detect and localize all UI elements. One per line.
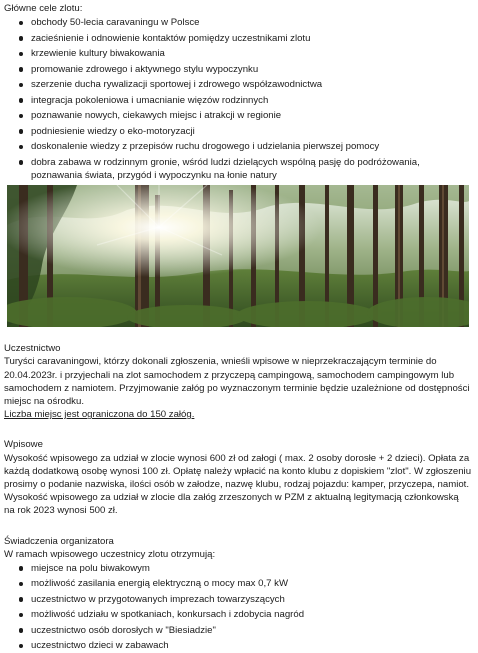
list-item: integracja pokoleniowa i umacnianie więzów rodzinnych [17, 94, 472, 107]
forest-photo [7, 185, 469, 327]
goals-list [4, 16, 472, 182]
list-item: uczestnictwo w przygotowanych imprezach towarzyszących [17, 593, 472, 606]
services-intro: W ramach wpisowego uczestnicy zlotu otrzymują: [4, 548, 216, 560]
fee-text: Wysokość wpisowego za udział w zlocie wynosi 600 zł od załogi ( max. 2 osoby dorosłe + 2 dzieci). Opłata za każdą dodatkową osobę wynosi 100 zł. Opłatę należy wpłacić na konto klubu z dopiskiem "zlot". W zgłoszeniu prosimy o podanie nazwiska, ilości osób w załodze, nazwę klubu, rodzaj pojazdu: kamper, przyczepa, namiot. Wysokość wpisowego za udział w zlocie dla załóg zrzeszonych w PZM z aktualną legitymacją członkowską na rok 2023 wynosi 500 zł. [4, 452, 472, 517]
services-heading: Świadczenia organizatora [4, 535, 114, 547]
list-item: uczestnictwo osób dorosłych w "Biesiadzie" [17, 624, 472, 637]
document-page [0, 2, 478, 652]
list-item: możliwość udziału w spotkaniach, konkursach i zdobycia nagród [17, 608, 472, 621]
goals-heading: Główne cele zlotu: [4, 3, 83, 14]
list-item: możliwość zasilania energią elektryczną o mocy max 0,7 kW [17, 577, 472, 590]
fee-heading: Wpisowe [4, 439, 43, 451]
participation-limit: Liczba miejsc jest ograniczona do 150 załóg. [4, 409, 195, 421]
list-item: miejsce na polu biwakowym [17, 562, 472, 575]
list-item: dobra zabawa w rodzinnym gronie, wśród ludzi dzielących wspólną pasję do podróżowania, poznawania świata, przygód i wypoczynku na łonie natury [17, 156, 472, 182]
list-item: uczestnictwo dzieci w zabawach [17, 639, 472, 652]
services-list [4, 562, 472, 653]
list-item: krzewienie kultury biwakowania [17, 47, 472, 60]
list-item: promowanie zdrowego i aktywnego stylu wypoczynku [17, 63, 472, 76]
list-item: podniesienie wiedzy o eko-motoryzacji [17, 125, 472, 138]
list-item: poznawanie nowych, ciekawych miejsc i atrakcji w regionie [17, 109, 472, 122]
list-item: zacieśnienie i odnowienie kontaktów pomiędzy uczestnikami zlotu [17, 32, 472, 45]
list-item: obchody 50-lecia caravaningu w Polsce [17, 16, 472, 29]
list-item: doskonalenie wiedzy z przepisów ruchu drogowego i udzielania pierwszej pomocy [17, 140, 472, 153]
participation-heading: Uczestnictwo [4, 343, 61, 355]
list-item: szerzenie ducha rywalizacji sportowej i zdrowego współzawodnictwa [17, 78, 472, 91]
participation-text: Turyści caravaningowi, którzy dokonali zgłoszenia, wnieśli wpisowe w nieprzekraczającym terminie do 20.04.2023r. i przyjechali na zlot samochodem z przyczepą campingową, samochodem campingowym lub samochodem z namiotem. Przyjmowanie załóg po wyznaczonym terminie będzie uzależnione od dostępności miejsc na ośrodku. [4, 356, 470, 407]
